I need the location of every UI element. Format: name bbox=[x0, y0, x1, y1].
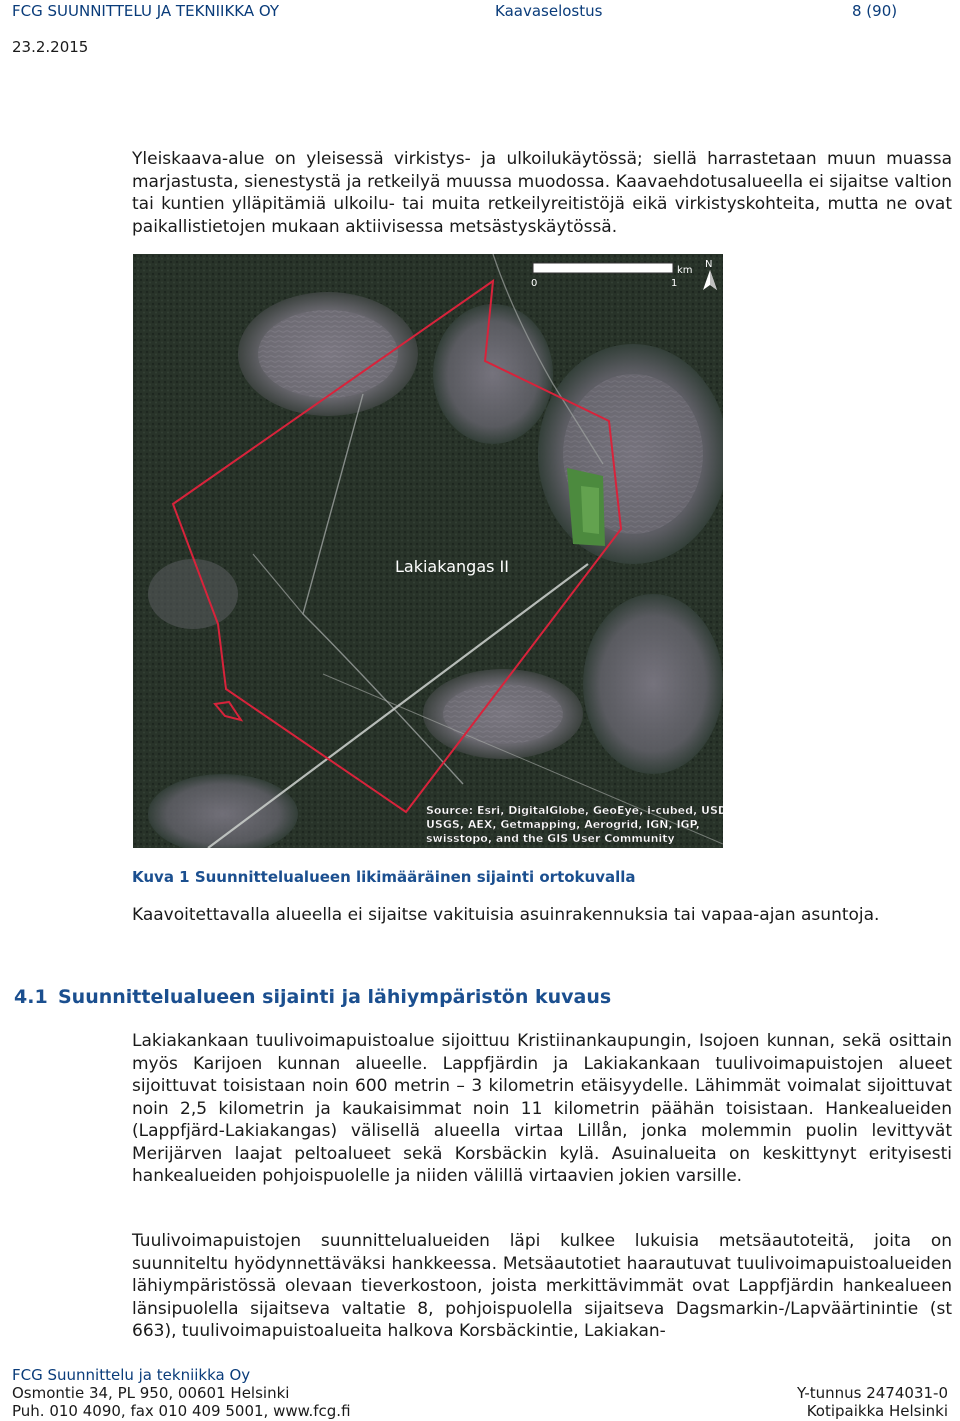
footer-domicile: Kotipaikka Helsinki bbox=[806, 1402, 948, 1420]
bog-area bbox=[583, 594, 723, 774]
scale-bar bbox=[533, 263, 673, 273]
after-figure-text: Kaavoitettavalla alueella ei sijaitse vakituisia asuinrakennuksia tai vapaa-ajan asuntoja. bbox=[132, 905, 880, 925]
body-text-1: Lakiakankaan tuulivoimapuistoalue sijoittuu Kristiinankaupungin, Isojoen kunnan, sekä osittain myös Karijoen kunnan alueelle. Lappfjärdin ja Lakiakankaan tuulivoimapuistojen alueet sijoittuvat toisistaan noin 600 metrin – 3 kilometrin etäisyydelle. Lähimmät voimalat sijoittuvat noin 2,5 kilometrin ja kaukaisimmat noin 11 kilometrin päähän toisistaan. Hankealueiden (Lappfjärd-Lakiakangas) välisellä alueella virtaa Lillån, jonka molemmin puolin levittyvät Merijärven laajat peltoalueet sekä Korsbäckin kylä. Asuinalueita on keskittynyt erityisesti hankealueiden pohjoispuolelle ja niiden välillä virtaavien jokien varsille. bbox=[132, 1031, 952, 1186]
footer-contact: Puh. 010 4090, fax 010 409 5001, www.fcg.fi bbox=[12, 1402, 351, 1420]
svg-text:Source: Esri, DigitalGlobe, Ge: Source: Esri, DigitalGlobe, GeoEye, i-cubed, USDA, bbox=[426, 804, 723, 817]
orthophoto-map bbox=[133, 254, 723, 848]
header-company: FCG SUUNNITTELU JA TEKNIIKKA OY bbox=[12, 2, 280, 20]
after-figure-paragraph bbox=[132, 904, 952, 927]
header-doc-type: Kaavaselostus bbox=[495, 2, 603, 20]
svg-text:N: N bbox=[705, 259, 713, 270]
footer-company: FCG Suunnittelu ja tekniikka Oy bbox=[12, 1366, 251, 1384]
footer-address: Osmontie 34, PL 950, 00601 Helsinki bbox=[12, 1384, 290, 1402]
svg-text:swisstopo, and the GIS User Co: swisstopo, and the GIS User Community bbox=[426, 832, 675, 845]
bog-area bbox=[433, 304, 553, 444]
footer-business-id: Y-tunnus 2474031-0 bbox=[796, 1384, 948, 1402]
header-page-number: 8 (90) bbox=[852, 2, 898, 20]
area-label: Lakiakangas II bbox=[395, 557, 509, 576]
map-svg bbox=[133, 254, 723, 848]
svg-text:USGS, AEX, Getmapping, Aerogri: USGS, AEX, Getmapping, Aerogrid, IGN, IGP, bbox=[426, 818, 700, 831]
scale-end: 1 bbox=[671, 278, 678, 289]
scale-start: 0 bbox=[531, 278, 538, 289]
section-title: Suunnittelualueen sijainti ja lähiympäristön kuvaus bbox=[58, 986, 612, 1008]
section-number: 4.1 bbox=[14, 986, 48, 1008]
section-heading bbox=[14, 986, 611, 1008]
body-paragraph-2 bbox=[132, 1230, 952, 1343]
intro-text: Yleiskaava-alue on yleisessä virkistys- ja ulkoilukäytössä; siellä harrastetaan muun muassa marjastusta, sienestystä ja retkeilyä muussa muodossa. Kaavaehdotusalueella ei sijaitse valtion tai kuntien ylläpitämiä ulkoilu- tai muita retkeilyreitistöjä eikä virkistyskohteita, mutta ne ovat paikallistietojen mukaan aktiivisessa metsästyskäytössä. bbox=[132, 149, 952, 237]
header-date: 23.2.2015 bbox=[12, 38, 89, 56]
body-paragraph-1 bbox=[132, 1030, 952, 1188]
intro-paragraph bbox=[132, 148, 952, 238]
body-text-2: Tuulivoimapuistojen suunnittelualueiden läpi kulkee lukuisia metsäautoteitä, joita on suunniteltu hyödynnettäväksi hankkeessa. Metsäautotiet haarautuvat tuulivoimapuistoalueiden lähiympäristössä olevaan tieverkostoon, joista merkittävimmät ovat Lappfjärdin hankealueen länsipuolella sijaitseva valtatie 8, pohjoispuolella sijaitseva Dagsmarkin-/Lapväärtinintie (st 663), tuulivoimapuistoalueita halkova Korsbäckintie, Lakiakan- bbox=[132, 1231, 952, 1341]
figure-caption: Kuva 1 Suunnittelualueen likimääräinen sijainti ortokuvalla bbox=[132, 868, 636, 886]
scale-unit: km bbox=[677, 265, 693, 276]
